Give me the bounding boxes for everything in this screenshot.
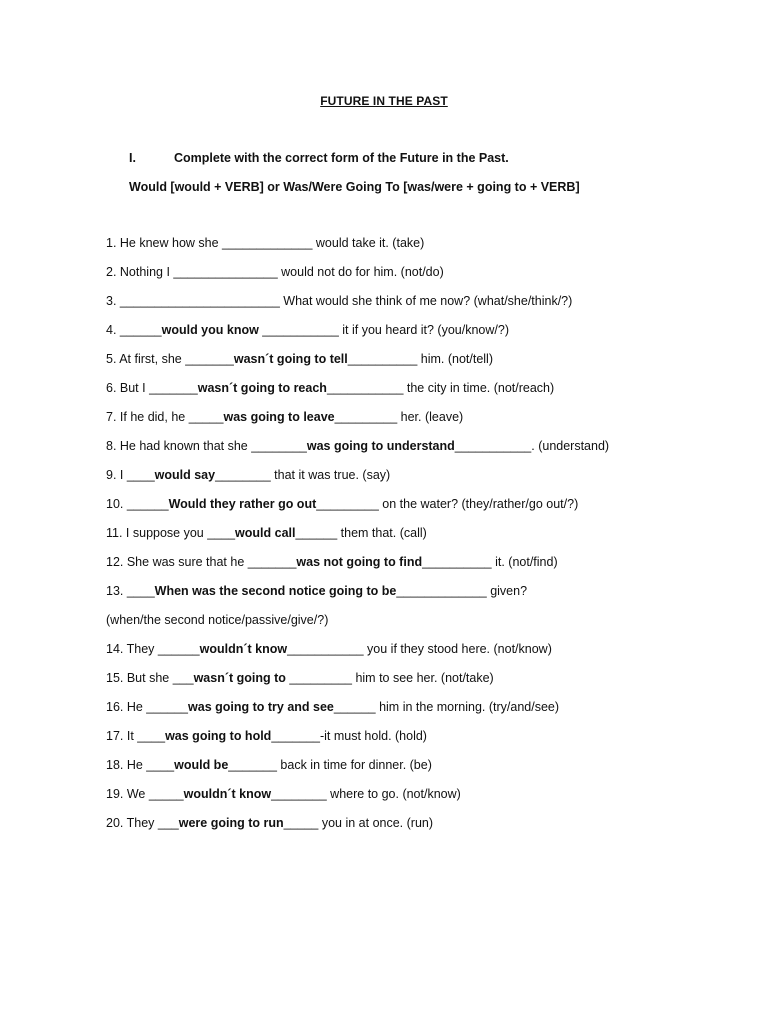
item-text-after: ______ him in the morning. (try/and/see) [333, 700, 560, 714]
item-text: 9. I ____ [106, 468, 155, 482]
item-answer: would call [235, 526, 296, 540]
exercise-item [106, 323, 746, 352]
item-text-after: __________ it. (not/find) [422, 555, 558, 569]
item-text: (when/the second notice/passive/give/?) [106, 613, 329, 627]
item-answer: was going to leave [223, 410, 335, 424]
item-text: 12. She was sure that he _______ [106, 555, 297, 569]
section-number: I. [129, 151, 136, 165]
item-text: 19. We _____ [106, 787, 184, 801]
exercise-item [106, 294, 746, 323]
item-text-after: ___________ the city in time. (not/reach) [326, 381, 555, 395]
section-instruction: Complete with the correct form of the Future in the Past. [174, 151, 509, 165]
exercise-item [106, 526, 746, 555]
item-answer: was going to understand [306, 439, 455, 453]
item-answer: wouldn´t know [199, 642, 288, 656]
item-answer: would you know [161, 323, 259, 337]
item-text: 8. He had known that she ________ [106, 439, 307, 453]
item-text: 17. It ____ [106, 729, 166, 743]
item-text-after: ______ them that. (call) [295, 526, 427, 540]
exercise-item [106, 265, 746, 294]
item-answer: were going to run [178, 816, 284, 830]
exercise-item [106, 758, 746, 787]
item-text-after: _________ on the water? (they/rather/go out/?) [316, 497, 579, 511]
exercise-item [106, 439, 746, 468]
item-answer: was not going to find [296, 555, 423, 569]
item-text: 1. He knew how she _____________ would take it. (take) [106, 236, 425, 250]
item-answer: would say [154, 468, 216, 482]
item-answer: When was the second notice going to be [154, 584, 397, 598]
item-text: 16. He ______ [106, 700, 189, 714]
item-answer: would be [174, 758, 229, 772]
item-answer: wasn´t going to reach [197, 381, 327, 395]
page-title: FUTURE IN THE PAST [320, 94, 448, 108]
section-heading [129, 151, 509, 165]
item-text: 14. They ______ [106, 642, 200, 656]
item-text: 10. ______ [106, 497, 169, 511]
item-text: 5. At first, she _______ [106, 352, 234, 366]
item-text-after: ___________ you if they stood here. (not/know) [287, 642, 552, 656]
item-text: 20. They ___ [106, 816, 179, 830]
item-answer: wouldn´t know [183, 787, 272, 801]
exercise-item [106, 642, 746, 671]
exercise-item [106, 729, 746, 758]
grammar-formula: Would [would + VERB] or Was/Were Going To [was/were + going to + VERB] [129, 180, 580, 194]
item-answer: wasn´t going to tell [233, 352, 348, 366]
item-text: 2. Nothing I _______________ would not do for him. (not/do) [106, 265, 444, 279]
item-text-after: _________ him to see her. (not/take) [285, 671, 494, 685]
item-text-after: _________ her. (leave) [334, 410, 464, 424]
item-text: 4. ______ [106, 323, 162, 337]
exercise-list [106, 236, 746, 845]
item-text-after: _______-it must hold. (hold) [271, 729, 427, 743]
item-text-after: _____________ given? [396, 584, 528, 598]
item-text: 6. But I _______ [106, 381, 198, 395]
exercise-item [106, 381, 746, 410]
exercise-item [106, 555, 746, 584]
exercise-item [106, 468, 746, 497]
item-text: 18. He ____ [106, 758, 175, 772]
item-answer: was going to hold [165, 729, 272, 743]
item-text: 11. I suppose you ____ [106, 526, 236, 540]
exercise-item [106, 671, 746, 700]
item-text-after: ___________. (understand) [454, 439, 610, 453]
item-answer: wasn´t going to [193, 671, 286, 685]
exercise-item [106, 700, 746, 729]
exercise-item-continuation [106, 613, 746, 642]
item-text: 15. But she ___ [106, 671, 194, 685]
item-text-after: _____ you in at once. (run) [283, 816, 434, 830]
exercise-item [106, 787, 746, 816]
item-text-after: __________ him. (not/tell) [347, 352, 493, 366]
item-text: 7. If he did, he _____ [106, 410, 224, 424]
item-text-after: ________ that it was true. (say) [215, 468, 391, 482]
item-answer: Would they rather go out [168, 497, 317, 511]
exercise-item [106, 236, 746, 265]
item-text-after: ________ where to go. (not/know) [271, 787, 461, 801]
item-text: 13. ____ [106, 584, 155, 598]
exercise-item [106, 352, 746, 381]
exercise-item [106, 816, 746, 845]
exercise-item [106, 497, 746, 526]
item-text-after: _______ back in time for dinner. (be) [228, 758, 432, 772]
item-text: 3. _______________________ What would she think of me now? (what/she/think/?) [106, 294, 573, 308]
exercise-item [106, 410, 746, 439]
exercise-item [106, 584, 746, 613]
item-text-after: ___________ it if you heard it? (you/know/?) [258, 323, 509, 337]
item-answer: was going to try and see [188, 700, 334, 714]
